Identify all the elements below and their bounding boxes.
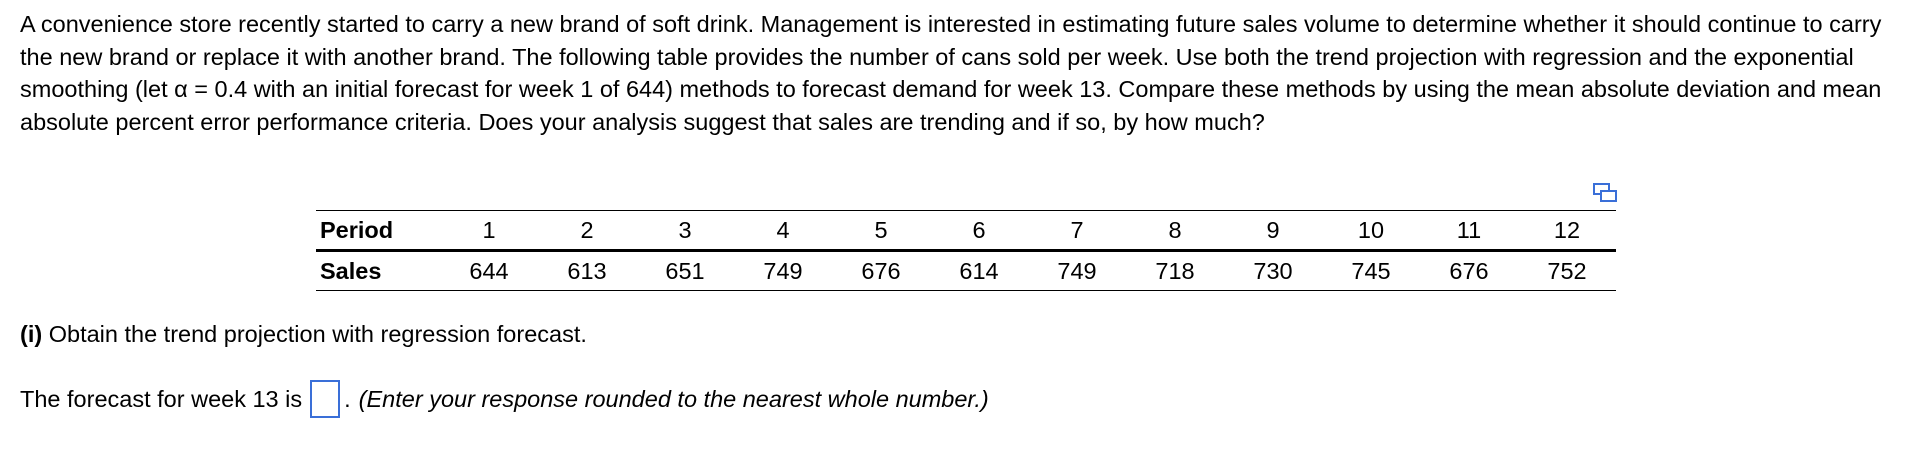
sales-cell: 749: [1028, 251, 1126, 291]
sales-cell: 752: [1518, 251, 1616, 291]
period-cell: 4: [734, 211, 832, 251]
period-cell: 10: [1322, 211, 1420, 251]
answer-line: [20, 380, 989, 418]
sales-cell: 730: [1224, 251, 1322, 291]
sales-row-label: Sales: [316, 251, 440, 291]
period-cell: 3: [636, 211, 734, 251]
period-cell: 7: [1028, 211, 1126, 251]
answer-prefix: The forecast for week 13 is: [20, 386, 303, 412]
sales-row: [316, 251, 1616, 291]
period-cell: 9: [1224, 211, 1322, 251]
sales-table: [316, 210, 1616, 291]
part-i-text: Obtain the trend projection with regression forecast.: [48, 321, 587, 347]
sales-cell: 651: [636, 251, 734, 291]
sales-cell: 676: [1420, 251, 1518, 291]
forecast-answer-input[interactable]: [310, 380, 340, 418]
period-row: [316, 211, 1616, 251]
period-cell: 1: [440, 211, 538, 251]
sales-cell: 745: [1322, 251, 1420, 291]
sales-table-container: [316, 210, 1616, 291]
period-cell: 11: [1420, 211, 1518, 251]
sales-cell: 749: [734, 251, 832, 291]
copy-table-icon[interactable]: [1593, 183, 1617, 203]
sales-cell: 644: [440, 251, 538, 291]
part-i-label: (i): [20, 321, 43, 347]
period-cell: 2: [538, 211, 636, 251]
period-cell: 12: [1518, 211, 1616, 251]
sales-cell: 718: [1126, 251, 1224, 291]
period-cell: 5: [832, 211, 930, 251]
answer-suffix: .: [344, 386, 351, 412]
part-i-prompt: [20, 318, 587, 350]
sales-cell: 614: [930, 251, 1028, 291]
sales-cell: 613: [538, 251, 636, 291]
problem-statement: A convenience store recently started to carry a new brand of soft drink. Management is interested in estimating future sales volume to determine whether it should continue to carry the new brand or replace it with another brand. The following table provides the number of cans sold per week. Use both the trend projection with regression and the exponential smoothing (let α = 0.4 with an initial forecast for week 1 of 644) methods to forecast demand for week 13. Compare these methods by using the mean absolute deviation and mean absolute percent error performance criteria. Does your analysis suggest that sales are trending and if so, by how much?: [20, 11, 1882, 135]
answer-hint: (Enter your response rounded to the nearest whole number.): [358, 386, 989, 412]
period-cell: 8: [1126, 211, 1224, 251]
sales-cell: 676: [832, 251, 930, 291]
period-cell: 6: [930, 211, 1028, 251]
period-row-label: Period: [316, 211, 440, 251]
